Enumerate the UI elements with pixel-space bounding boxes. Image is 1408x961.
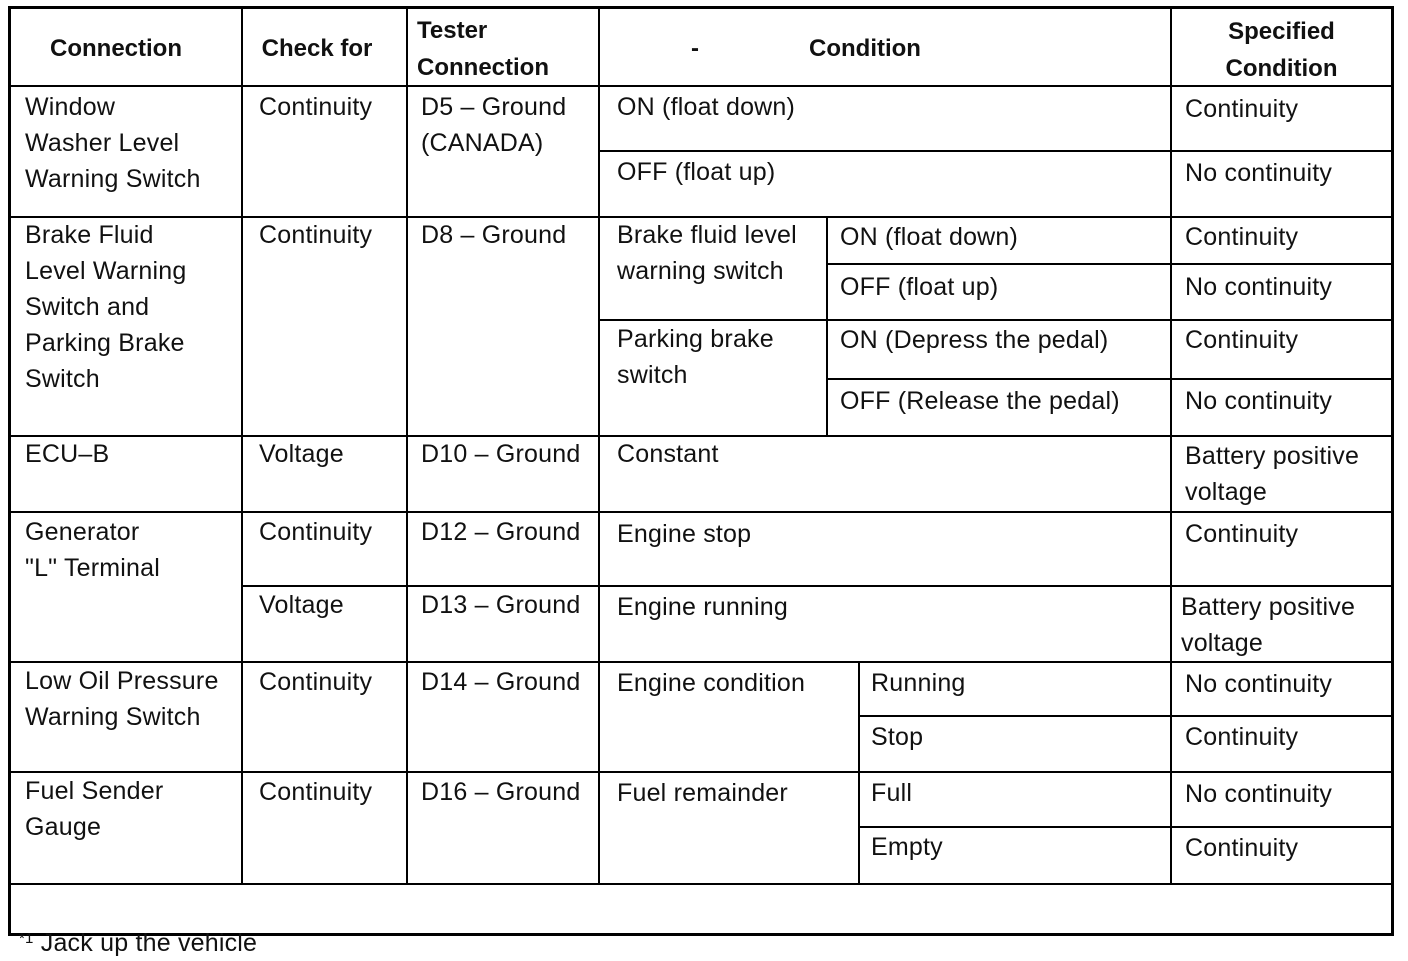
header-check-for: Check for [261, 35, 373, 62]
column-divider [1170, 9, 1172, 884]
generator-check-for-2: Voltage [259, 591, 344, 619]
fuel-sender-check-for: Continuity [259, 778, 373, 806]
low-oil-check-for: Continuity [259, 668, 373, 696]
fuel-sender-tester: D16 – Ground [421, 778, 581, 806]
subrow-divider [242, 585, 1391, 587]
window-washer-connection: Window Washer Level Warning Switch [25, 93, 201, 193]
generator-spec-2: Battery positive voltage [1181, 593, 1356, 657]
header-specified-condition: Specified Condition [1225, 18, 1338, 82]
low-oil-condition: Engine condition [617, 669, 806, 697]
column-divider [858, 661, 860, 884]
column-divider [241, 9, 243, 884]
low-oil-running-spec: No continuity [1185, 670, 1333, 698]
row-divider [11, 771, 1391, 773]
generator-condition-1: Engine stop [617, 520, 752, 548]
low-oil-running: Running [871, 669, 966, 697]
ecu-b-condition: Constant [617, 440, 719, 468]
window-washer-spec-on: Continuity [1185, 95, 1299, 123]
fuel-sender-full-spec: No continuity [1185, 780, 1333, 808]
row-divider [11, 511, 1391, 513]
subrow-divider [859, 826, 1391, 828]
subrow-divider [859, 715, 1391, 717]
generator-check-for-1: Continuity [259, 518, 373, 546]
header-connection: Connection [50, 35, 182, 62]
fuel-sender-empty: Empty [871, 833, 943, 861]
window-washer-spec-off: No continuity [1185, 159, 1333, 187]
header-condition-mark: - [691, 35, 699, 62]
header-tester-connection: Tester Connection [417, 17, 549, 81]
fuel-sender-connection: Fuel Sender Gauge [25, 777, 164, 841]
generator-tester-2: D13 – Ground [421, 591, 581, 619]
generator-tester-1: D12 – Ground [421, 518, 581, 546]
brake-fluid-off-spec: No continuity [1185, 273, 1333, 301]
column-divider [406, 9, 408, 884]
subrow-divider [827, 263, 1391, 265]
generator-condition-2: Engine running [617, 593, 788, 621]
brake-fluid-connection: Brake Fluid Level Warning Switch and Parking Brake Switch [25, 221, 187, 393]
ecu-b-spec: Battery positive voltage [1185, 442, 1360, 506]
low-oil-stop-spec: Continuity [1185, 723, 1299, 751]
low-oil-connection: Low Oil Pressure Warning Switch [25, 667, 219, 731]
fuel-sender-empty-spec: Continuity [1185, 834, 1299, 862]
row-divider [11, 883, 1391, 885]
window-washer-check-for: Continuity [259, 93, 373, 121]
brake-fluid-tester: D8 – Ground [421, 221, 567, 249]
parking-brake-off-spec: No continuity [1185, 387, 1333, 415]
header-condition: Condition [809, 35, 921, 62]
window-washer-cond-off: OFF (float up) [617, 158, 776, 186]
parking-brake-on-spec: Continuity [1185, 326, 1299, 354]
footnote [19, 889, 257, 961]
ecu-b-check-for: Voltage [259, 440, 344, 468]
brake-fluid-on: ON (float down) [840, 223, 1019, 251]
brake-fluid-check-for: Continuity [259, 221, 373, 249]
low-oil-tester: D14 – Ground [421, 668, 581, 696]
subrow-divider [599, 150, 1391, 152]
brake-fluid-on-spec: Continuity [1185, 223, 1299, 251]
parking-brake-on: ON (Depress the pedal) [840, 326, 1109, 354]
brake-fluid-switch-label: Brake fluid level warning switch [617, 221, 797, 285]
brake-fluid-off: OFF (float up) [840, 273, 999, 301]
ecu-b-tester: D10 – Ground [421, 440, 581, 468]
generator-connection: Generator "L" Terminal [25, 518, 161, 582]
parking-brake-off: OFF (Release the pedal) [840, 387, 1120, 415]
fuel-sender-full: Full [871, 779, 913, 807]
window-washer-tester: D5 – Ground (CANADA) [421, 93, 567, 157]
low-oil-stop: Stop [871, 723, 924, 751]
subrow-divider [827, 378, 1391, 380]
parking-brake-switch-label: Parking brake switch [617, 325, 774, 389]
window-washer-cond-on: ON (float down) [617, 93, 796, 121]
generator-spec-1: Continuity [1185, 520, 1299, 548]
ecu-b-connection: ECU–B [25, 440, 110, 468]
column-divider [598, 9, 600, 884]
footnote-mark: *1 [19, 930, 34, 947]
inspection-table [8, 6, 1394, 957]
fuel-sender-condition: Fuel remainder [617, 779, 788, 807]
column-divider [826, 216, 828, 436]
footnote-text: Jack up the vehicle [33, 929, 258, 957]
